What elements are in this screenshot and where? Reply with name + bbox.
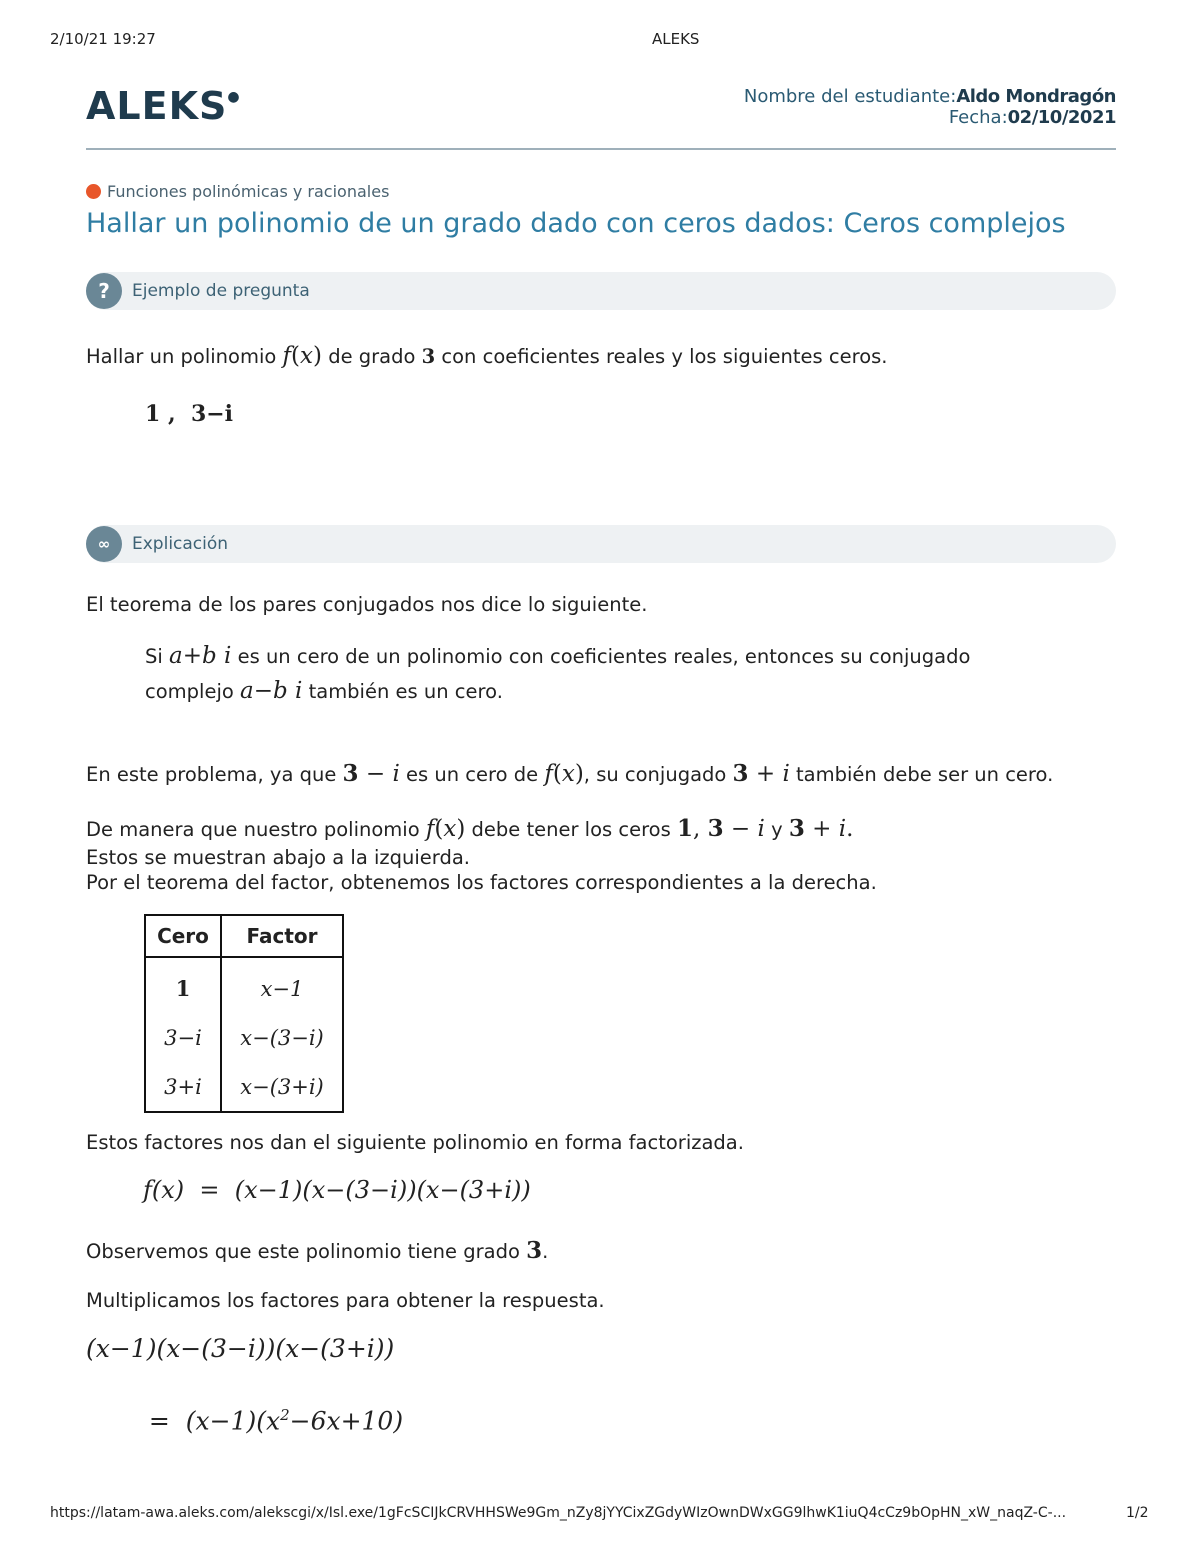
table-cell-factor: x−(3−i) (221, 1013, 343, 1062)
page-title: Hallar un polinomio de un grado dado con ceros dados: Ceros complejos (86, 208, 1066, 239)
table-row (145, 1013, 343, 1062)
question-zeros: 1 , 3−i (145, 401, 234, 427)
topic-dot-icon (86, 184, 101, 199)
explanation-p5: Por el teorema del factor, obtenemos los factores correspondientes a la derecha. (86, 871, 877, 894)
date-label: Fecha: (948, 107, 1008, 128)
product-equation-line-1: (x−1)(x−(3−i))(x−(3+i)) (86, 1334, 395, 1363)
table-cell-zero: 3−i (145, 1013, 221, 1062)
explanation-section-header (86, 525, 1116, 563)
header-divider (86, 148, 1116, 150)
zero-factor-table (144, 914, 344, 1113)
explanation-p6: Estos factores nos dan el siguiente polinomio en forma factorizada. (86, 1131, 744, 1154)
question-section-header (86, 272, 1116, 310)
table-header-factor: Factor (221, 915, 343, 957)
table-cell-factor: x−1 (221, 957, 343, 1013)
logo-mark-icon: ● (227, 89, 241, 106)
student-info (744, 86, 1116, 128)
print-title: ALEKS (652, 30, 700, 48)
theorem-line-2: complejo a−b i también es un cero. (145, 678, 503, 704)
print-page-number: 1/2 (1126, 1505, 1149, 1521)
table-header-zero: Cero (145, 915, 221, 957)
table-cell-factor: x−(3+i) (221, 1062, 343, 1112)
print-footer-url: https://latam-awa.aleks.com/alekscgi/x/Isl.exe/1gFcSCIJkCRVHHSWe9Gm_nZy8jYYCixZGdyWIzOwnDWxGG9lhwK1iuQ4cCz9bOpHN_xW_naqZ-C-... (50, 1505, 1067, 1521)
explanation-p1: El teorema de los pares conjugados nos dice lo siguiente. (86, 593, 648, 616)
topic-category-label: Funciones polinómicas y racionales (107, 182, 390, 201)
date-value: 02/10/2021 (1007, 107, 1116, 128)
table-row (145, 957, 343, 1013)
question-icon: ? (86, 273, 122, 309)
question-section-label: Ejemplo de pregunta (132, 281, 310, 301)
theorem-line-1: Si a+b i es un cero de un polinomio con coeficientes reales, entonces su conjugado (145, 643, 971, 669)
explanation-section-label: Explicación (132, 534, 229, 554)
product-equation-line-2: = $(x-1)(x^2-6x+10)$ (148, 1406, 404, 1436)
student-name: Aldo Mondragón (956, 86, 1116, 107)
explanation-p2: En este problema, ya que 3 − i es un cero de f(x), su conjugado 3 + i también debe ser un cero. (86, 760, 1054, 787)
explanation-p3: De manera que nuestro polinomio f(x) debe tener los ceros 1, 3 − i y 3 + i. (86, 815, 854, 842)
table-row (145, 1062, 343, 1112)
explanation-p7: Observemos que este polinomio tiene grado 3. (86, 1237, 549, 1264)
topic-category (86, 182, 389, 201)
explanation-p8: Multiplicamos los factores para obtener la respuesta. (86, 1289, 605, 1312)
aleks-logo: ALEKS● (86, 84, 241, 128)
factored-equation: f(x) = (x−1)(x−(3−i))(x−(3+i)) (143, 1176, 531, 1204)
question-text: Hallar un polinomio f(x) de grado 3 con coeficientes reales y los siguientes ceros. (86, 343, 888, 369)
table-cell-zero: 1 (145, 957, 221, 1013)
question-degree: 3 (421, 345, 436, 368)
glasses-icon: ∞ (86, 526, 122, 562)
table-cell-zero: 3+i (145, 1062, 221, 1112)
student-name-label: Nombre del estudiante: (743, 86, 957, 107)
explanation-p4: Estos se muestran abajo a la izquierda. (86, 846, 470, 869)
print-datetime: 2/10/21 19:27 (50, 30, 156, 48)
